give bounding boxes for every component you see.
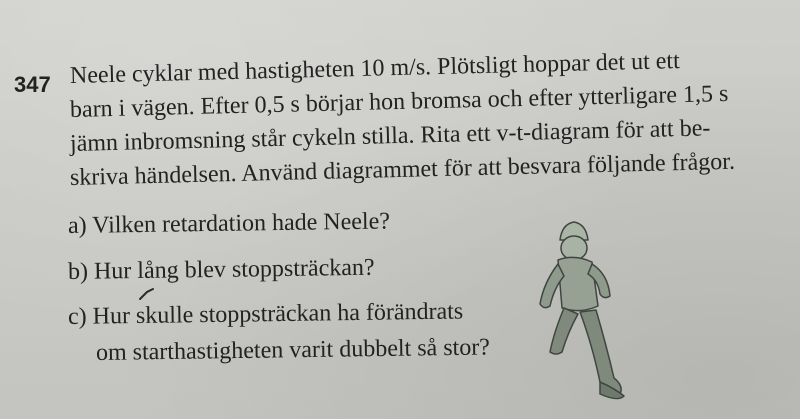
pen-mark [138,286,156,302]
problem-number: 347 [14,72,51,97]
question-c-line-1: c) Hur skulle stoppsträckan ha förändrats [67,298,464,330]
question-a: a) Vilken retardation hade Neele? [67,208,391,239]
question-b: b) Hur lång blev stoppsträckan? [67,254,375,285]
problem-text-line-3: jämn inbromsning står cykeln stilla. Rita ett v-t-diagram för att be- [69,115,711,157]
problem-text-line-4: skriva händelsen. Använd diagrammet för att besvara följande frågor. [69,148,736,191]
problem-text-line-2: barn i vägen. Efter 0,5 s börjar hon bromsa och efter ytterligare 1,5 s [69,80,729,123]
question-c-line-2: om starthastigheten varit dubbelt så stor? [95,334,491,366]
problem-text-line-1: Neele cyklar med hastigheten 10 m/s. Plötsligt hoppar det ut ett [69,48,681,89]
runner-illustration [528,214,638,414]
